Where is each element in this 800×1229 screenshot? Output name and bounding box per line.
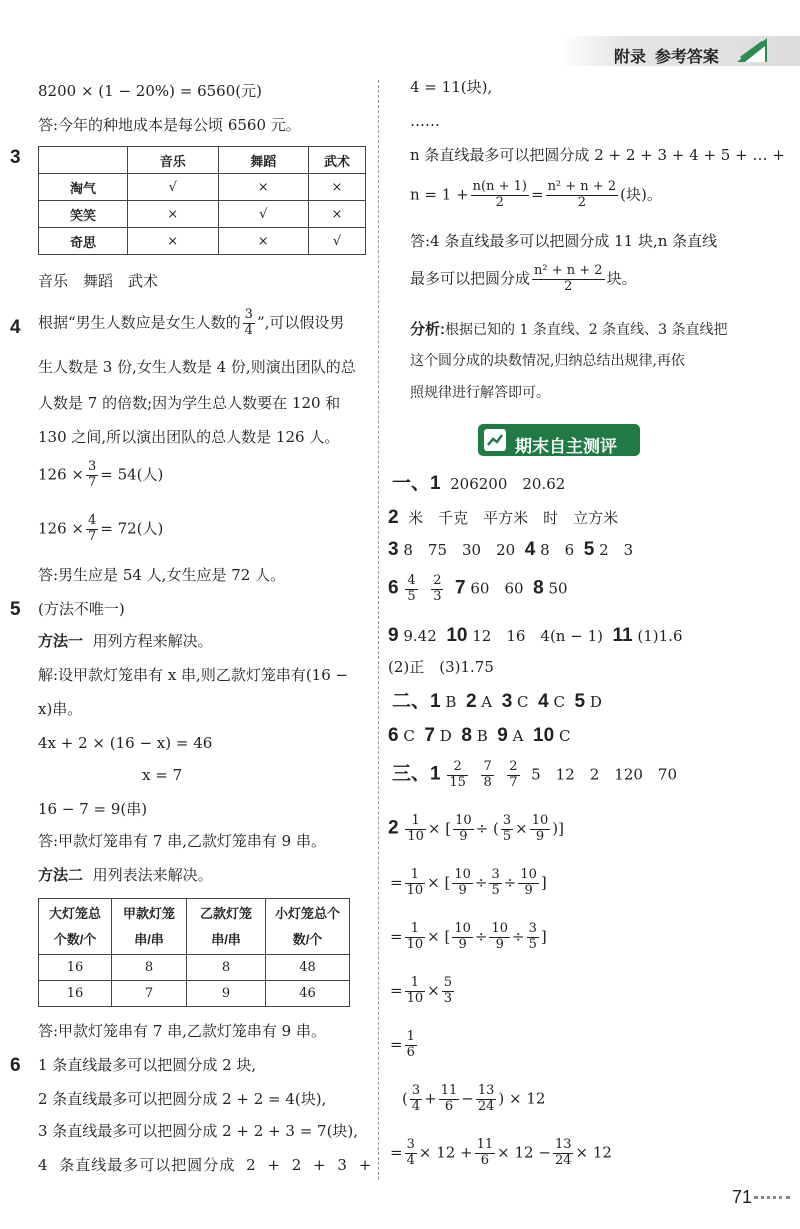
line: (方法不唯一) [38,600,125,618]
equation: 126 × $\frac{4}{7}$ = 72(人) [38,513,164,544]
footer-decoration [754,1196,790,1202]
equation: x = 7 [142,766,183,784]
header-title: 附录 参考答案 [614,49,719,66]
line: 4 条直线最多可以把圆分成 2 + 2 + 3 + [38,1156,373,1174]
equation: 16 − 7 = 9(串) [38,800,148,818]
analysis-line: 这个圆分成的块数情况,归纳总结出规律,再依 [410,353,685,369]
calc-line: = $\frac{3}{4}$ × 12 + $\frac{11}{6}$ × 12 − $\frac{13}{24}$ × 12 [390,1137,612,1168]
calc-line: = $\frac{1}{10}$ × [ $\frac{10}{9}$ ÷ $\frac{10}{9}$ ÷ $\frac{3}{5}$ ] [390,921,547,952]
answer-line: 答:今年的种地成本是每公顷 6560 元。 [38,116,301,134]
line: n 条直线最多可以把圆分成 2 + 2 + 3 + 4 + 5 + … + [410,146,785,164]
answer-line: 最多可以把圆分成 $\frac{\text{n² + n + 2}}{2}$ 块。 [410,263,637,294]
line: 130 之间,所以演出团队的总人数是 126 人。 [38,428,340,446]
line: 1 条直线最多可以把圆分成 2 块, [38,1056,257,1074]
equation: 126 × $\frac{3}{7}$ = 54(人) [38,459,164,490]
answer-row: 2 米 千克 平方米 时 立方米 [388,507,619,528]
analysis-line: 照规律进行解答即可。 [410,385,550,401]
calc-line: = $\frac{1}{6}$ [390,1029,415,1060]
lantern-table: 大灯笼总 个数/个 甲款灯笼 串/串 乙款灯笼 串/串 小灯笼总个 数/个 16 8 8 48 16 7 9 46 [38,898,350,1007]
method-line: 方法二 用列表法来解决。 [38,866,213,884]
method-line: 方法一 用列方程来解决。 [38,632,213,650]
answer-line: 答:男生应是 54 人,女生应是 72 人。 [38,566,286,584]
page-number: 71 [732,1187,753,1207]
choice-row: 6 C 7 D 8 B 9 A 10 C [388,725,571,746]
equation: n = 1 + $\frac{n(n + 1)}{2}$ = $\frac{\text{n² + n + 2}}{2}$ (块)。 [410,179,662,210]
answer-line: 答:甲款灯笼串有 7 串,乙款灯笼串有 9 串。 [38,1022,326,1040]
equation: 4x + 2 × (16 − x) = 46 [38,734,213,752]
analysis-line: 分析:根据已知的 1 条直线、2 条直线、3 条直线把 [410,321,728,338]
answer-row: 6 $\frac{4}{5}$ $\frac{2}{3}$ 7 60 60 8 50 [388,573,568,604]
question-number: 3 [10,147,21,168]
line: 生人数是 3 份,女生人数是 4 份,则演出团队的总 [38,358,356,376]
answer-line: 答:4 条直线最多可以把圆分成 11 块,n 条直线 [410,232,718,250]
line: 2 条直线最多可以把圆分成 2 + 2 = 4(块), [38,1090,327,1108]
calc-line: = $\frac{1}{10}$ × [ $\frac{10}{9}$ ÷ $\frac{3}{5}$ ÷ $\frac{10}{9}$ ] [390,867,547,898]
column-divider [378,80,380,1180]
calc-line: 2 $\frac{1}{10}$ × [ $\frac{10}{9}$ ÷ ( $\frac{3}{5}$ × $\frac{10}{9}$ )] [388,813,564,844]
answer-row: 一、1 206200 20.62 [392,473,566,494]
line: 8200 × (1 − 20%) = 6560(元) [38,82,262,100]
answer-line: 答:甲款灯笼串有 7 串,乙款灯笼串有 9 串。 [38,832,326,850]
answer-row: 3 8 75 30 20 4 8 6 5 2 3 [388,539,634,560]
trend-icon [484,429,506,451]
line: 3 条直线最多可以把圆分成 2 + 2 + 3 = 7(块), [38,1122,359,1140]
answer-row: 三、1 $\frac{2}{15}$ $\frac{7}{8}$ $\frac{2}{7}$ 5 12 2 120 70 [392,759,678,790]
line: x)串。 [38,700,83,718]
ruler-logo-icon [735,34,771,66]
line: 人数是 7 的倍数;因为学生总人数要在 120 和 [38,394,341,412]
calc-line: = $\frac{1}{10}$ × $\frac{5}{3}$ [390,975,452,1006]
section-banner-title: 期末自主测评 [515,437,617,456]
line: …… [410,112,440,130]
line: 解:设甲款灯笼串有 x 串,则乙款灯笼串有(16 − [38,666,349,684]
line: 根据“男生人数应是女生人数的 $\frac{3}{4}$ ”,可以假设男 [38,307,345,338]
answer-row: 9 9.42 10 12 16 4(n − 1) 11 (1)1.6 [388,625,683,646]
calc-line: ( $\frac{3}{4}$ + $\frac{11}{6}$ − $\frac{13}{24}$ ) × 12 [402,1083,546,1114]
question-number: 4 [10,317,21,338]
answer-row: (2)正 (3)1.75 [388,658,494,676]
line: 4 = 11(块), [410,78,493,96]
question-number: 5 [10,599,21,620]
line: 音乐 舞蹈 武术 [38,272,159,290]
question-number: 6 [10,1055,21,1076]
preference-table: 音乐 舞蹈 武术 淘气 √ × × 笑笑 × √ × 奇思 × × √ [38,146,366,255]
choice-row: 二、1 B 2 A 3 C 4 C 5 D [392,691,602,712]
